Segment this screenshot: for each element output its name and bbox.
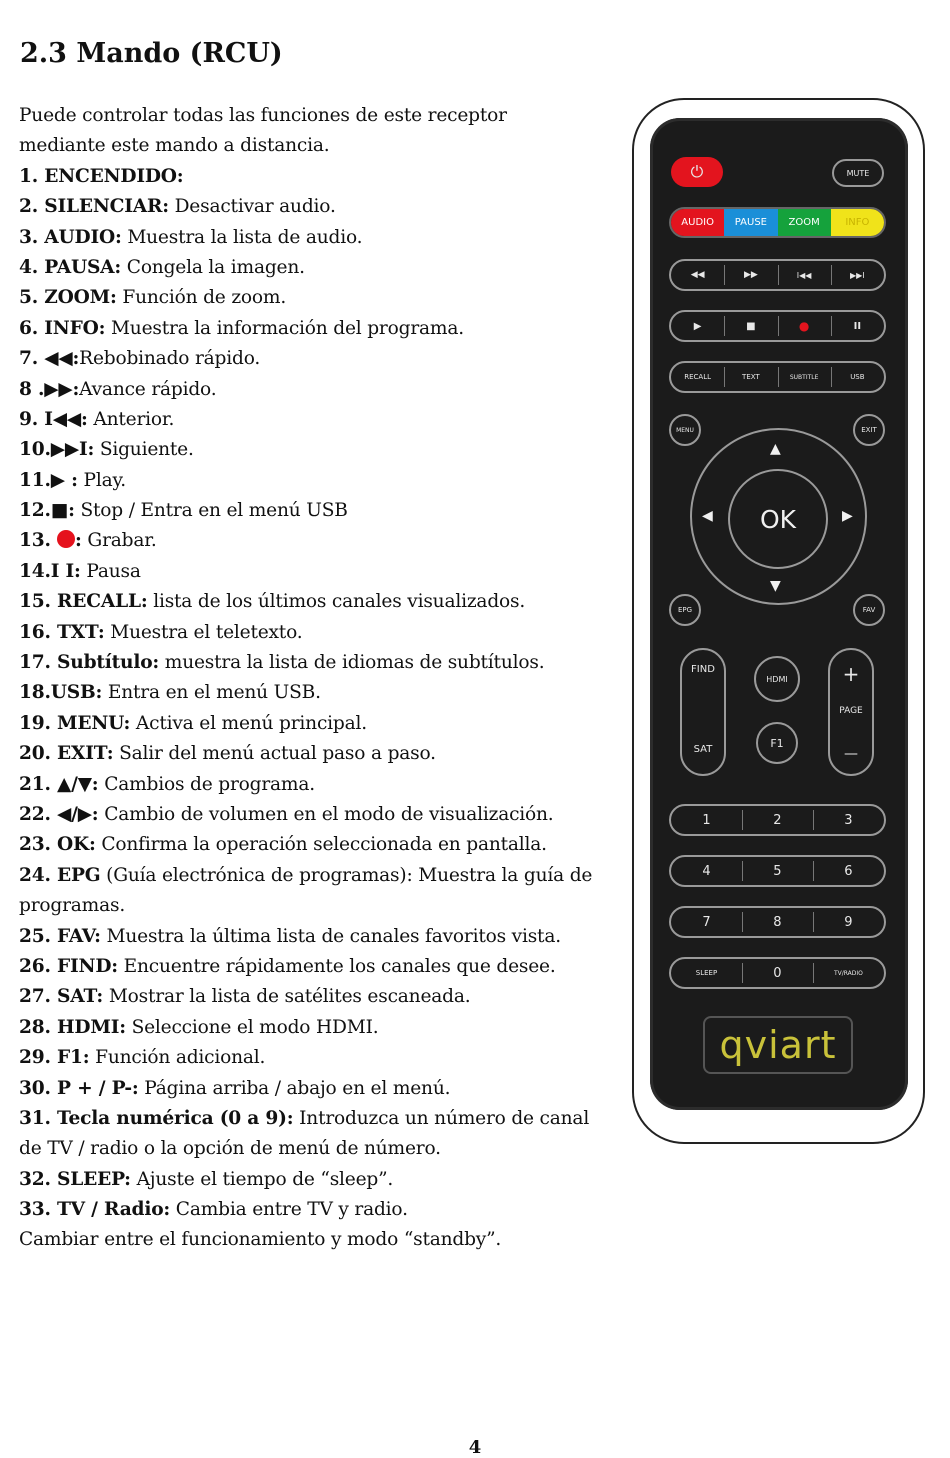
item-text: Avance rápido. (79, 378, 217, 400)
remote-control (650, 118, 908, 1110)
hdmi-button[interactable]: HDMI (754, 656, 800, 702)
previous-button[interactable]: I◀◀ (796, 270, 812, 280)
recall-button[interactable]: RECALL (684, 373, 711, 381)
item-label: 8 .▶▶: (19, 378, 80, 400)
number-row-4 (669, 957, 886, 989)
next-button[interactable]: ▶▶I (850, 270, 865, 280)
subtitle-button[interactable]: SUBTITLE (789, 373, 819, 381)
list-item (19, 1074, 619, 1104)
up-arrow-icon[interactable]: ▲ (770, 441, 781, 457)
item-label: 29. F1: (19, 1047, 90, 1069)
item-text: Salir del menú actual paso a paso. (113, 743, 436, 765)
stop-button[interactable]: ■ (746, 320, 756, 332)
item-label: 13. (19, 530, 58, 552)
item-label: 32. SLEEP: (19, 1168, 131, 1190)
item-text: Desactivar audio. (168, 196, 336, 218)
info-button[interactable]: INFO (831, 209, 884, 236)
sat-button[interactable]: SAT (693, 744, 713, 755)
item-text: Siguiente. (94, 439, 194, 461)
left-arrow-icon[interactable]: ◀ (702, 508, 713, 524)
number-0-button[interactable]: 0 (773, 965, 782, 981)
find-button[interactable]: FIND (691, 664, 715, 675)
item-text: Congela la imagen. (121, 256, 305, 278)
item-label: 23. OK: (19, 834, 96, 856)
function-row (669, 361, 886, 393)
number-7-button[interactable]: 7 (702, 914, 711, 930)
item-label: 22. ◀/▶: (19, 803, 99, 825)
item-text: Página arriba / abajo en el menú. (138, 1077, 451, 1099)
item-label: 18.USB: (19, 682, 103, 704)
item-text: Ajuste el tiempo de “sleep”. (130, 1168, 394, 1190)
pause-button[interactable]: PAUSE (724, 209, 777, 236)
list-item (19, 648, 619, 678)
right-arrow-icon[interactable]: ▶ (842, 508, 853, 524)
power-icon: ⏻ (690, 162, 704, 181)
item-label: 21. ▲/▼: (19, 773, 99, 795)
item-text: Función adicional. (89, 1047, 266, 1069)
item-label: 11.▶ : (19, 469, 78, 491)
item-text: Función de zoom. (116, 287, 287, 309)
item-label: 33. TV / Radio: (19, 1199, 171, 1221)
item-text: Seleccione el modo HDMI. (125, 1016, 379, 1038)
item-text: Muestra la información del programa. (105, 317, 464, 339)
page-number: 4 (468, 1437, 482, 1458)
list-item (19, 1134, 619, 1164)
zoom-button[interactable]: ZOOM (778, 209, 831, 236)
item-text: Pausa (80, 560, 141, 582)
list-item (19, 1225, 619, 1255)
page-rocker (828, 648, 874, 776)
item-label: 5. ZOOM: (19, 287, 117, 309)
list-item (19, 891, 619, 921)
record-button[interactable]: ● (798, 319, 810, 333)
item-label: 27. SAT: (19, 986, 104, 1008)
item-label: 28. HDMI: (19, 1016, 126, 1038)
list-item (19, 466, 619, 496)
fast-forward-button[interactable]: ▶▶ (743, 270, 758, 280)
item-label: 17. Subtítulo: (19, 652, 160, 674)
exit-button[interactable]: EXIT (853, 414, 885, 446)
item-label: 9. I◀◀: (19, 408, 88, 430)
number-5-button[interactable]: 5 (773, 863, 782, 879)
item-text: Anterior. (87, 408, 175, 430)
item-text: Grabar. (81, 530, 157, 552)
item-label: 14.I I: (19, 560, 81, 582)
number-4-button[interactable]: 4 (702, 863, 711, 879)
item-label: 12.■: (19, 500, 75, 522)
item-text: Muestra la lista de audio. (121, 226, 363, 248)
item-label: 26. FIND: (19, 955, 118, 977)
transport-row-1 (669, 259, 886, 291)
brand-logo: qviart (703, 1016, 853, 1074)
item-text: Cambios de programa. (98, 773, 315, 795)
number-6-button[interactable]: 6 (844, 863, 853, 879)
page-label: PAGE (839, 706, 863, 716)
section-heading: 2.3 Mando (RCU) (20, 38, 283, 69)
item-text: muestra la lista de idiomas de subtítulos. (159, 652, 545, 674)
item-text: programas. (19, 895, 126, 917)
item-label: 1. ENCENDIDO: (19, 165, 184, 187)
item-label: 15. RECALL: (19, 591, 148, 613)
number-3-button[interactable]: 3 (844, 812, 853, 828)
sleep-button[interactable]: SLEEP (695, 969, 718, 977)
list-item (19, 496, 619, 526)
list-item (19, 405, 619, 435)
item-label: 30. P + / P-: (19, 1077, 139, 1099)
list-item (19, 618, 619, 648)
item-label: 3. AUDIO: (19, 226, 122, 248)
power-button[interactable] (671, 157, 723, 187)
pause-transport-button[interactable]: II (853, 320, 862, 332)
item-text: Encuentre rápidamente los canales que desee. (117, 955, 556, 977)
usb-button[interactable]: USB (850, 373, 865, 381)
list-item (19, 770, 619, 800)
item-label: 19. MENU: (19, 712, 131, 734)
item-text: Stop / Entra en el menú USB (74, 500, 348, 522)
list-item (19, 526, 619, 556)
item-text: Activa el menú principal. (130, 712, 367, 734)
item-text: Mostrar la lista de satélites escaneada. (103, 986, 471, 1008)
item-label: 10.▶▶I: (19, 439, 95, 461)
list-item (19, 1195, 619, 1225)
list-item (19, 283, 619, 313)
fav-button[interactable]: FAV (853, 594, 885, 626)
item-text: Muestra el teletexto. (104, 621, 303, 643)
number-row-1 (669, 804, 886, 836)
color-buttons (669, 207, 886, 238)
item-text: lista de los últimos canales visualizados. (147, 591, 526, 613)
list-item (19, 739, 619, 769)
item-text: Entra en el menú USB. (102, 682, 321, 704)
list-item (19, 314, 619, 344)
item-label: 20. EXIT: (19, 743, 114, 765)
page-down-button[interactable]: — (844, 746, 858, 762)
item-text: Introduzca un número de canal (293, 1107, 590, 1129)
list-item (19, 830, 619, 860)
item-label: 4. PAUSA: (19, 256, 122, 278)
list-item (19, 192, 619, 222)
transport-row-2 (669, 310, 886, 342)
item-text: Cambia entre TV y radio. (170, 1199, 408, 1221)
item-label: 25. FAV: (19, 925, 101, 947)
list-item (19, 557, 619, 587)
list-item (19, 922, 619, 952)
list-item (19, 982, 619, 1012)
item-label: 6. INFO: (19, 317, 106, 339)
intro-line: mediante este mando a distancia. (19, 135, 330, 157)
rewind-button[interactable]: ◀◀ (690, 270, 705, 280)
item-label: 7. ◀◀: (19, 348, 80, 370)
text-button[interactable]: TEXT (742, 373, 760, 381)
record-dot-icon (57, 530, 75, 548)
number-9-button[interactable]: 9 (844, 914, 853, 930)
menu-button[interactable]: MENU (669, 414, 701, 446)
list-item (19, 1165, 619, 1195)
item-text: Rebobinado rápido. (79, 348, 261, 370)
audio-button[interactable]: AUDIO (671, 209, 724, 236)
list-item (19, 435, 619, 465)
down-arrow-icon[interactable]: ▼ (770, 578, 781, 594)
instruction-list (19, 101, 619, 1256)
epg-button[interactable]: EPG (669, 594, 701, 626)
item-text: Cambiar entre el funcionamiento y modo “standby”. (19, 1229, 502, 1251)
ok-button[interactable]: OK (728, 469, 828, 569)
item-text: Cambio de volumen en el modo de visualización. (98, 803, 554, 825)
page-up-button[interactable]: + (842, 662, 860, 686)
list-item (19, 678, 619, 708)
list-item (19, 861, 619, 891)
item-label: 24. EPG (19, 864, 101, 886)
item-text: (Guía electrónica de programas): Muestra la guía de (100, 864, 593, 886)
item-label-suffix: : (75, 530, 82, 552)
f1-button[interactable]: F1 (756, 722, 798, 764)
list-item (19, 1043, 619, 1073)
list-item (19, 1013, 619, 1043)
number-row-2 (669, 855, 886, 887)
list-item (19, 1104, 619, 1134)
play-button[interactable]: ▶ (693, 320, 702, 332)
list-item (19, 587, 619, 617)
number-row-3 (669, 906, 886, 938)
list-item (19, 375, 619, 405)
item-label: 16. TXT: (19, 621, 105, 643)
list-item (19, 253, 619, 283)
intro-line: Puede controlar todas las funciones de este receptor (19, 105, 507, 126)
number-8-button[interactable]: 8 (773, 914, 782, 930)
number-1-button[interactable]: 1 (702, 812, 711, 828)
list-item (19, 952, 619, 982)
list-item (19, 709, 619, 739)
number-2-button[interactable]: 2 (773, 812, 782, 828)
list-item (19, 344, 619, 374)
item-text: Confirma la operación seleccionada en pantalla. (95, 834, 547, 856)
item-text: Muestra la última lista de canales favoritos vista. (100, 925, 561, 947)
mute-button[interactable]: MUTE (832, 159, 884, 187)
item-label: 2. SILENCIAR: (19, 196, 169, 218)
list-item (19, 223, 619, 253)
item-text: Play. (77, 469, 126, 491)
item-text: de TV / radio o la opción de menú de número. (19, 1138, 441, 1160)
list-item (19, 800, 619, 830)
item-label: 31. Tecla numérica (0 a 9): (19, 1107, 294, 1129)
find-sat-rocker (680, 648, 726, 776)
tv-radio-button[interactable]: TV/RADIO (833, 969, 863, 977)
list-item (19, 162, 619, 192)
